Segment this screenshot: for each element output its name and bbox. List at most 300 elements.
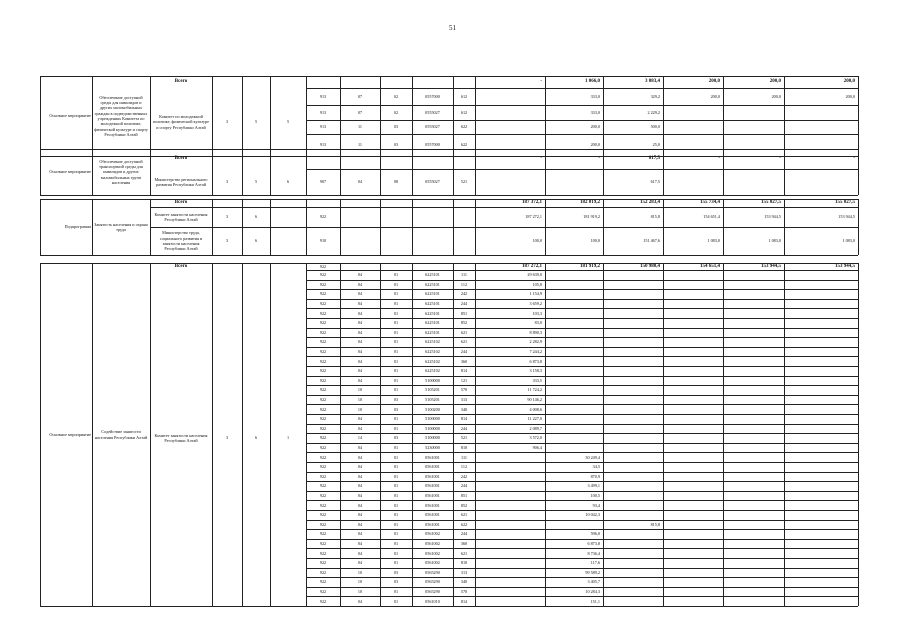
value-cell: 200,0	[771, 93, 781, 99]
table-rule	[340, 263, 341, 606]
key-cell: 01	[393, 454, 399, 460]
key-cell: 360	[460, 358, 468, 364]
key-cell: 922	[319, 263, 327, 269]
key-cell: 922	[319, 435, 327, 441]
table-rule	[475, 199, 476, 255]
value-cell: 906,4	[532, 444, 542, 450]
executor-cell: Комитет занятости населения Республики Алтай	[154, 211, 208, 222]
key-cell: 10	[357, 579, 363, 585]
key-cell: 0561001	[425, 492, 440, 498]
key-cell: 570	[460, 588, 468, 594]
key-cell: 922	[319, 540, 327, 546]
key-cell: 0561002	[425, 531, 440, 537]
key-cell: 922	[319, 339, 327, 345]
table-rule	[603, 199, 604, 255]
table-rule	[784, 76, 785, 156]
key-cell: 10	[357, 406, 363, 412]
executor-cell: Комитет занятости населения Республики Алтай	[154, 432, 208, 443]
table-rule	[545, 263, 546, 606]
key-cell: 01	[393, 320, 399, 326]
key-cell: 01	[393, 281, 399, 287]
key-cell: 922	[319, 588, 327, 594]
total-value: 200,0	[708, 79, 720, 85]
key-cell: 01	[393, 300, 399, 306]
key-cell: 04	[357, 540, 363, 546]
key-cell: 01	[393, 502, 399, 508]
value-cell: 103,3	[532, 310, 542, 316]
key-cell: 242	[460, 473, 468, 479]
key-cell: 922	[319, 521, 327, 527]
key-cell: 0561001	[425, 454, 440, 460]
key-cell: 922	[319, 512, 327, 518]
code-cell: 5	[254, 119, 258, 125]
executor-cell: Комитет по молодежной политике, физической культуре и спорту Республики Алтай	[152, 114, 210, 130]
value-cell: 151,1	[590, 598, 600, 604]
value-cell: 3 158,3	[529, 368, 542, 374]
value-cell: 815,8	[650, 521, 660, 527]
key-cell: 852	[460, 502, 468, 508]
key-cell: 03	[393, 396, 399, 402]
key-cell: 03	[393, 406, 399, 412]
row-type-label: Основное мероприятие	[49, 431, 91, 437]
key-cell: 04	[357, 339, 363, 345]
key-cell: 04	[357, 492, 363, 498]
key-cell: 01	[393, 368, 399, 374]
code-cell: 6	[254, 238, 258, 244]
key-cell: 0557000	[425, 93, 440, 99]
table-rule	[453, 76, 454, 156]
key-cell: 6225101	[425, 320, 440, 326]
key-cell: 01	[393, 560, 399, 566]
key-cell: 0561001	[425, 483, 440, 489]
key-cell: 6225101	[425, 310, 440, 316]
total-value: 182 019,2	[580, 200, 600, 206]
row-type-label: Подпрограмма	[64, 224, 91, 230]
key-cell: 6225102	[425, 358, 440, 364]
key-cell: 621	[460, 512, 468, 518]
key-cell: 03	[393, 569, 399, 575]
key-cell: 922	[319, 579, 327, 585]
key-cell: 04	[357, 320, 363, 326]
total-value: 152 283,4	[640, 200, 660, 206]
total-value: -	[718, 156, 720, 162]
key-cell: 612	[460, 93, 468, 99]
key-cell: 922	[319, 598, 327, 604]
total-value: -	[853, 156, 855, 162]
table-rule	[412, 149, 413, 195]
key-cell: 922	[319, 560, 327, 566]
total-value: -	[540, 156, 542, 162]
table-rule	[92, 263, 93, 606]
value-cell: 10 284,3	[585, 588, 600, 594]
table-rule	[545, 199, 546, 255]
total-value: 3 083,4	[645, 79, 660, 85]
table-rule	[40, 76, 858, 77]
key-cell: 810	[460, 560, 468, 566]
table-rule	[40, 199, 858, 200]
table-rule	[784, 263, 785, 606]
table-rule	[150, 199, 151, 255]
key-cell: 01	[393, 540, 399, 546]
key-cell: 03	[393, 579, 399, 585]
key-cell: 10	[357, 588, 363, 594]
key-cell: 01	[393, 531, 399, 537]
key-cell: 04	[357, 531, 363, 537]
total-value: 1 066,0	[585, 79, 600, 85]
value-cell: 3 659,2	[529, 300, 542, 306]
table-rule	[412, 263, 413, 606]
key-cell: 04	[357, 473, 363, 479]
code-cell: 6	[254, 214, 258, 220]
value-cell: 3 405,7	[587, 579, 600, 585]
key-cell: 922	[319, 310, 327, 316]
total-value: 181 919,2	[580, 263, 600, 269]
table-rule	[545, 76, 546, 156]
total-value: -	[598, 156, 600, 162]
key-cell: 04	[357, 329, 363, 335]
key-cell: 04	[357, 300, 363, 306]
key-cell: 02	[393, 109, 399, 115]
key-cell: 01	[393, 425, 399, 431]
key-cell: 313	[460, 396, 468, 402]
table-rule	[270, 199, 271, 255]
key-cell: 04	[357, 368, 363, 374]
key-cell: 04	[357, 348, 363, 354]
table-rule	[150, 263, 151, 606]
key-cell: 04	[357, 512, 363, 518]
table-rule	[858, 263, 859, 606]
table-rule	[663, 263, 664, 606]
table-rule	[858, 149, 859, 195]
table-rule	[92, 149, 93, 195]
key-cell: 0561001	[425, 502, 440, 508]
total-value: 200,0	[769, 79, 781, 85]
value-cell: 8 890,3	[529, 329, 542, 335]
key-cell: 01	[393, 521, 399, 527]
key-cell: 622	[460, 521, 468, 527]
value-cell: 200,0	[845, 93, 855, 99]
code-cell: 3	[225, 214, 229, 220]
measure-name: Занятость населения и охрана труда	[94, 221, 148, 232]
value-cell: 100,0	[532, 238, 542, 244]
total-value: 617,5	[648, 156, 660, 162]
key-cell: 570	[460, 387, 468, 393]
key-cell: 922	[319, 416, 327, 422]
table-rule	[340, 149, 341, 195]
value-cell: 2 282,9	[529, 339, 542, 345]
table-rule	[150, 149, 151, 195]
key-cell: 01	[393, 387, 399, 393]
table-rule	[412, 199, 413, 255]
table-rule	[380, 263, 381, 606]
key-cell: 04	[357, 598, 363, 604]
key-cell: 01	[393, 291, 399, 297]
key-cell: 08	[393, 179, 399, 185]
measure-name: Обеспечение доступной среды для инвалидов и других маломобильных граждан в подведомственных учреждениях Комитета по молодежной политике, физической культуре и спорту Республики Алтай	[94, 94, 148, 137]
key-cell: 07	[357, 109, 363, 115]
key-cell: 851	[460, 310, 468, 316]
table-rule	[212, 199, 213, 255]
value-cell: 153 944,5	[764, 214, 781, 220]
key-cell: 6225101	[425, 281, 440, 287]
key-cell: 03	[393, 435, 399, 441]
key-cell: 112	[460, 464, 468, 470]
key-cell: 03	[393, 142, 399, 148]
key-cell: 244	[460, 531, 468, 537]
key-cell: 01	[393, 444, 399, 450]
table-rule	[663, 199, 664, 255]
total-value: 187 372,1	[522, 200, 542, 206]
key-cell: 922	[319, 550, 327, 556]
total-value: 187 272,1	[522, 263, 542, 269]
table-rule	[475, 76, 476, 156]
key-cell: 6225101	[425, 291, 440, 297]
table-rule	[306, 76, 307, 156]
key-cell: 04	[357, 444, 363, 450]
key-cell: 04	[357, 502, 363, 508]
value-cell: 6 873,8	[529, 358, 542, 364]
key-cell: 04	[357, 358, 363, 364]
key-cell: 922	[319, 531, 327, 537]
key-cell: 04	[357, 291, 363, 297]
table-rule	[858, 76, 859, 156]
value-cell: 25,0	[652, 142, 660, 148]
table-rule	[150, 76, 151, 156]
table-rule	[306, 149, 307, 195]
key-cell: 922	[319, 387, 327, 393]
table-rule	[723, 149, 724, 195]
key-cell: 0561001	[425, 512, 440, 518]
value-cell: 2 229,2	[647, 109, 660, 115]
key-cell: 242	[460, 291, 468, 297]
row-type-label: Основное мероприятие	[49, 169, 91, 175]
key-cell: 04	[357, 483, 363, 489]
value-cell: 815,8	[650, 214, 660, 220]
key-cell: 360	[460, 540, 468, 546]
key-cell: 03	[393, 124, 399, 130]
key-cell: 10	[357, 569, 363, 575]
key-cell: 121	[460, 377, 468, 383]
key-cell: 04	[357, 425, 363, 431]
value-cell: 870,9	[590, 473, 600, 479]
key-cell: 6225102	[425, 339, 440, 345]
key-cell: 922	[319, 272, 327, 278]
table-rule	[306, 263, 307, 606]
total-value: 155 027,5	[835, 200, 855, 206]
key-cell: 04	[357, 560, 363, 566]
key-cell: 852	[460, 320, 468, 326]
key-cell: 04	[357, 521, 363, 527]
key-cell: 621	[460, 550, 468, 556]
code-cell: 5	[286, 119, 290, 125]
table-rule	[453, 199, 454, 255]
key-cell: 313	[460, 569, 468, 575]
table-rule	[858, 199, 859, 255]
key-cell: 01	[393, 348, 399, 354]
value-cell: 333,0	[590, 93, 600, 99]
page-number: 51	[449, 24, 456, 32]
key-cell: 111	[461, 272, 467, 278]
key-cell: 814	[460, 416, 468, 422]
table-rule	[453, 149, 454, 195]
value-cell: 500,0	[650, 124, 660, 130]
key-cell: 910	[319, 238, 327, 244]
value-cell: 200,0	[710, 93, 720, 99]
total-value: 154 651,4	[700, 263, 720, 269]
key-cell: 922	[319, 444, 327, 450]
table-rule	[40, 195, 858, 196]
value-cell: 6 873,8	[587, 540, 600, 546]
key-cell: 0561002	[425, 550, 440, 556]
total-value: -	[779, 156, 781, 162]
value-cell: 1 083,0	[768, 238, 781, 244]
value-cell: 99 589,2	[585, 569, 600, 575]
key-cell: 6225102	[425, 368, 440, 374]
key-cell: 0561001	[425, 473, 440, 479]
table-rule	[603, 76, 604, 156]
key-cell: 913	[319, 142, 327, 148]
value-cell: 29 639,0	[527, 272, 542, 278]
key-cell: 01	[393, 483, 399, 489]
row-type-label: Основное мероприятие	[49, 113, 91, 119]
key-cell: 04	[357, 281, 363, 287]
key-cell: 621	[460, 329, 468, 335]
table-rule	[475, 149, 476, 195]
table-rule	[40, 263, 858, 264]
key-cell: 814	[460, 368, 468, 374]
key-cell: 244	[460, 483, 468, 489]
value-cell: 200,0	[590, 142, 600, 148]
table-rule	[412, 76, 413, 156]
key-cell: 5100000	[425, 416, 440, 422]
value-cell: 90 146,2	[527, 396, 542, 402]
key-cell: 922	[319, 281, 327, 287]
table-rule	[475, 263, 476, 606]
key-cell: 922	[319, 300, 327, 306]
key-cell: 922	[319, 473, 327, 479]
value-cell: 154 651,4	[703, 214, 720, 220]
table-rule	[92, 76, 93, 156]
key-cell: 112	[460, 281, 468, 287]
key-cell: 922	[319, 483, 327, 489]
key-cell: 5100200	[425, 406, 440, 412]
key-cell: 340	[460, 579, 468, 585]
key-cell: 01	[393, 512, 399, 518]
key-cell: 5105201	[425, 387, 440, 393]
value-cell: 117,6	[590, 560, 600, 566]
key-cell: 0555027	[425, 109, 440, 115]
value-cell: 3 572,0	[529, 435, 542, 441]
total-value: 155 734,4	[700, 200, 720, 206]
key-cell: 922	[319, 464, 327, 470]
key-cell: 0561002	[425, 540, 440, 546]
table-rule	[723, 199, 724, 255]
key-cell: 907	[319, 179, 327, 185]
key-cell: 521	[460, 179, 468, 185]
key-cell: 5230000	[425, 444, 440, 450]
value-cell: 200,0	[590, 124, 600, 130]
code-cell: 6	[254, 435, 258, 441]
key-cell: 10	[357, 396, 363, 402]
total-label: Всего	[174, 79, 188, 85]
key-cell: 0557000	[425, 142, 440, 148]
value-cell: 34,5	[592, 464, 600, 470]
key-cell: 0561010	[425, 598, 440, 604]
key-cell: 04	[357, 179, 363, 185]
key-cell: 0565290	[425, 579, 440, 585]
key-cell: 01	[393, 492, 399, 498]
table-rule	[40, 149, 858, 150]
key-cell: 622	[460, 142, 468, 148]
key-cell: 913	[319, 93, 327, 99]
key-cell: 01	[393, 329, 399, 335]
key-cell: 01	[393, 588, 399, 594]
value-cell: 151 467,6	[643, 238, 660, 244]
key-cell: 621	[460, 339, 468, 345]
key-cell: 04	[357, 550, 363, 556]
value-cell: 187 272,1	[525, 214, 542, 220]
key-cell: 01	[393, 310, 399, 316]
key-cell: 244	[460, 425, 468, 431]
key-cell: 913	[319, 124, 327, 130]
key-cell: 0561001	[425, 521, 440, 527]
table-rule	[603, 263, 604, 606]
key-cell: 340	[460, 406, 468, 412]
key-cell: 04	[357, 416, 363, 422]
key-cell: 612	[460, 109, 468, 115]
key-cell: 01	[393, 598, 399, 604]
table-rule	[380, 76, 381, 156]
value-cell: 100,0	[590, 238, 600, 244]
code-cell: 3	[225, 179, 229, 185]
value-cell: 93,4	[592, 502, 600, 508]
key-cell: 5100000	[425, 425, 440, 431]
table-rule	[723, 76, 724, 156]
key-cell: 922	[319, 454, 327, 460]
total-value: 153 944,5	[835, 263, 855, 269]
value-cell: 10 042,3	[585, 512, 600, 518]
key-cell: 04	[357, 310, 363, 316]
key-cell: 01	[393, 416, 399, 422]
key-cell: 6225101	[425, 272, 440, 278]
value-cell: 7 244,2	[529, 348, 542, 354]
table-rule	[603, 149, 604, 195]
value-cell: 11 724,2	[527, 387, 542, 393]
key-cell: 11	[357, 124, 363, 130]
value-cell: 83,0	[534, 320, 542, 326]
table-rule	[40, 255, 858, 256]
value-cell: 1 154,9	[529, 291, 542, 297]
key-cell: 14	[357, 435, 363, 441]
key-cell: 922	[319, 502, 327, 508]
key-cell: 814	[460, 598, 468, 604]
key-cell: 913	[319, 109, 327, 115]
key-cell: 5100000	[425, 435, 440, 441]
code-cell: 3	[225, 435, 229, 441]
key-cell: 922	[319, 377, 327, 383]
key-cell: 622	[460, 124, 468, 130]
value-cell: 153 944,5	[838, 214, 855, 220]
key-cell: 04	[357, 464, 363, 470]
key-cell: 01	[393, 272, 399, 278]
key-cell: 922	[319, 492, 327, 498]
table-rule	[784, 149, 785, 195]
value-cell: 105,8	[532, 281, 542, 287]
key-cell: 02	[393, 93, 399, 99]
table-rule	[380, 149, 381, 195]
value-cell: 181 919,2	[583, 214, 600, 220]
value-cell: 2 089,7	[529, 425, 542, 431]
